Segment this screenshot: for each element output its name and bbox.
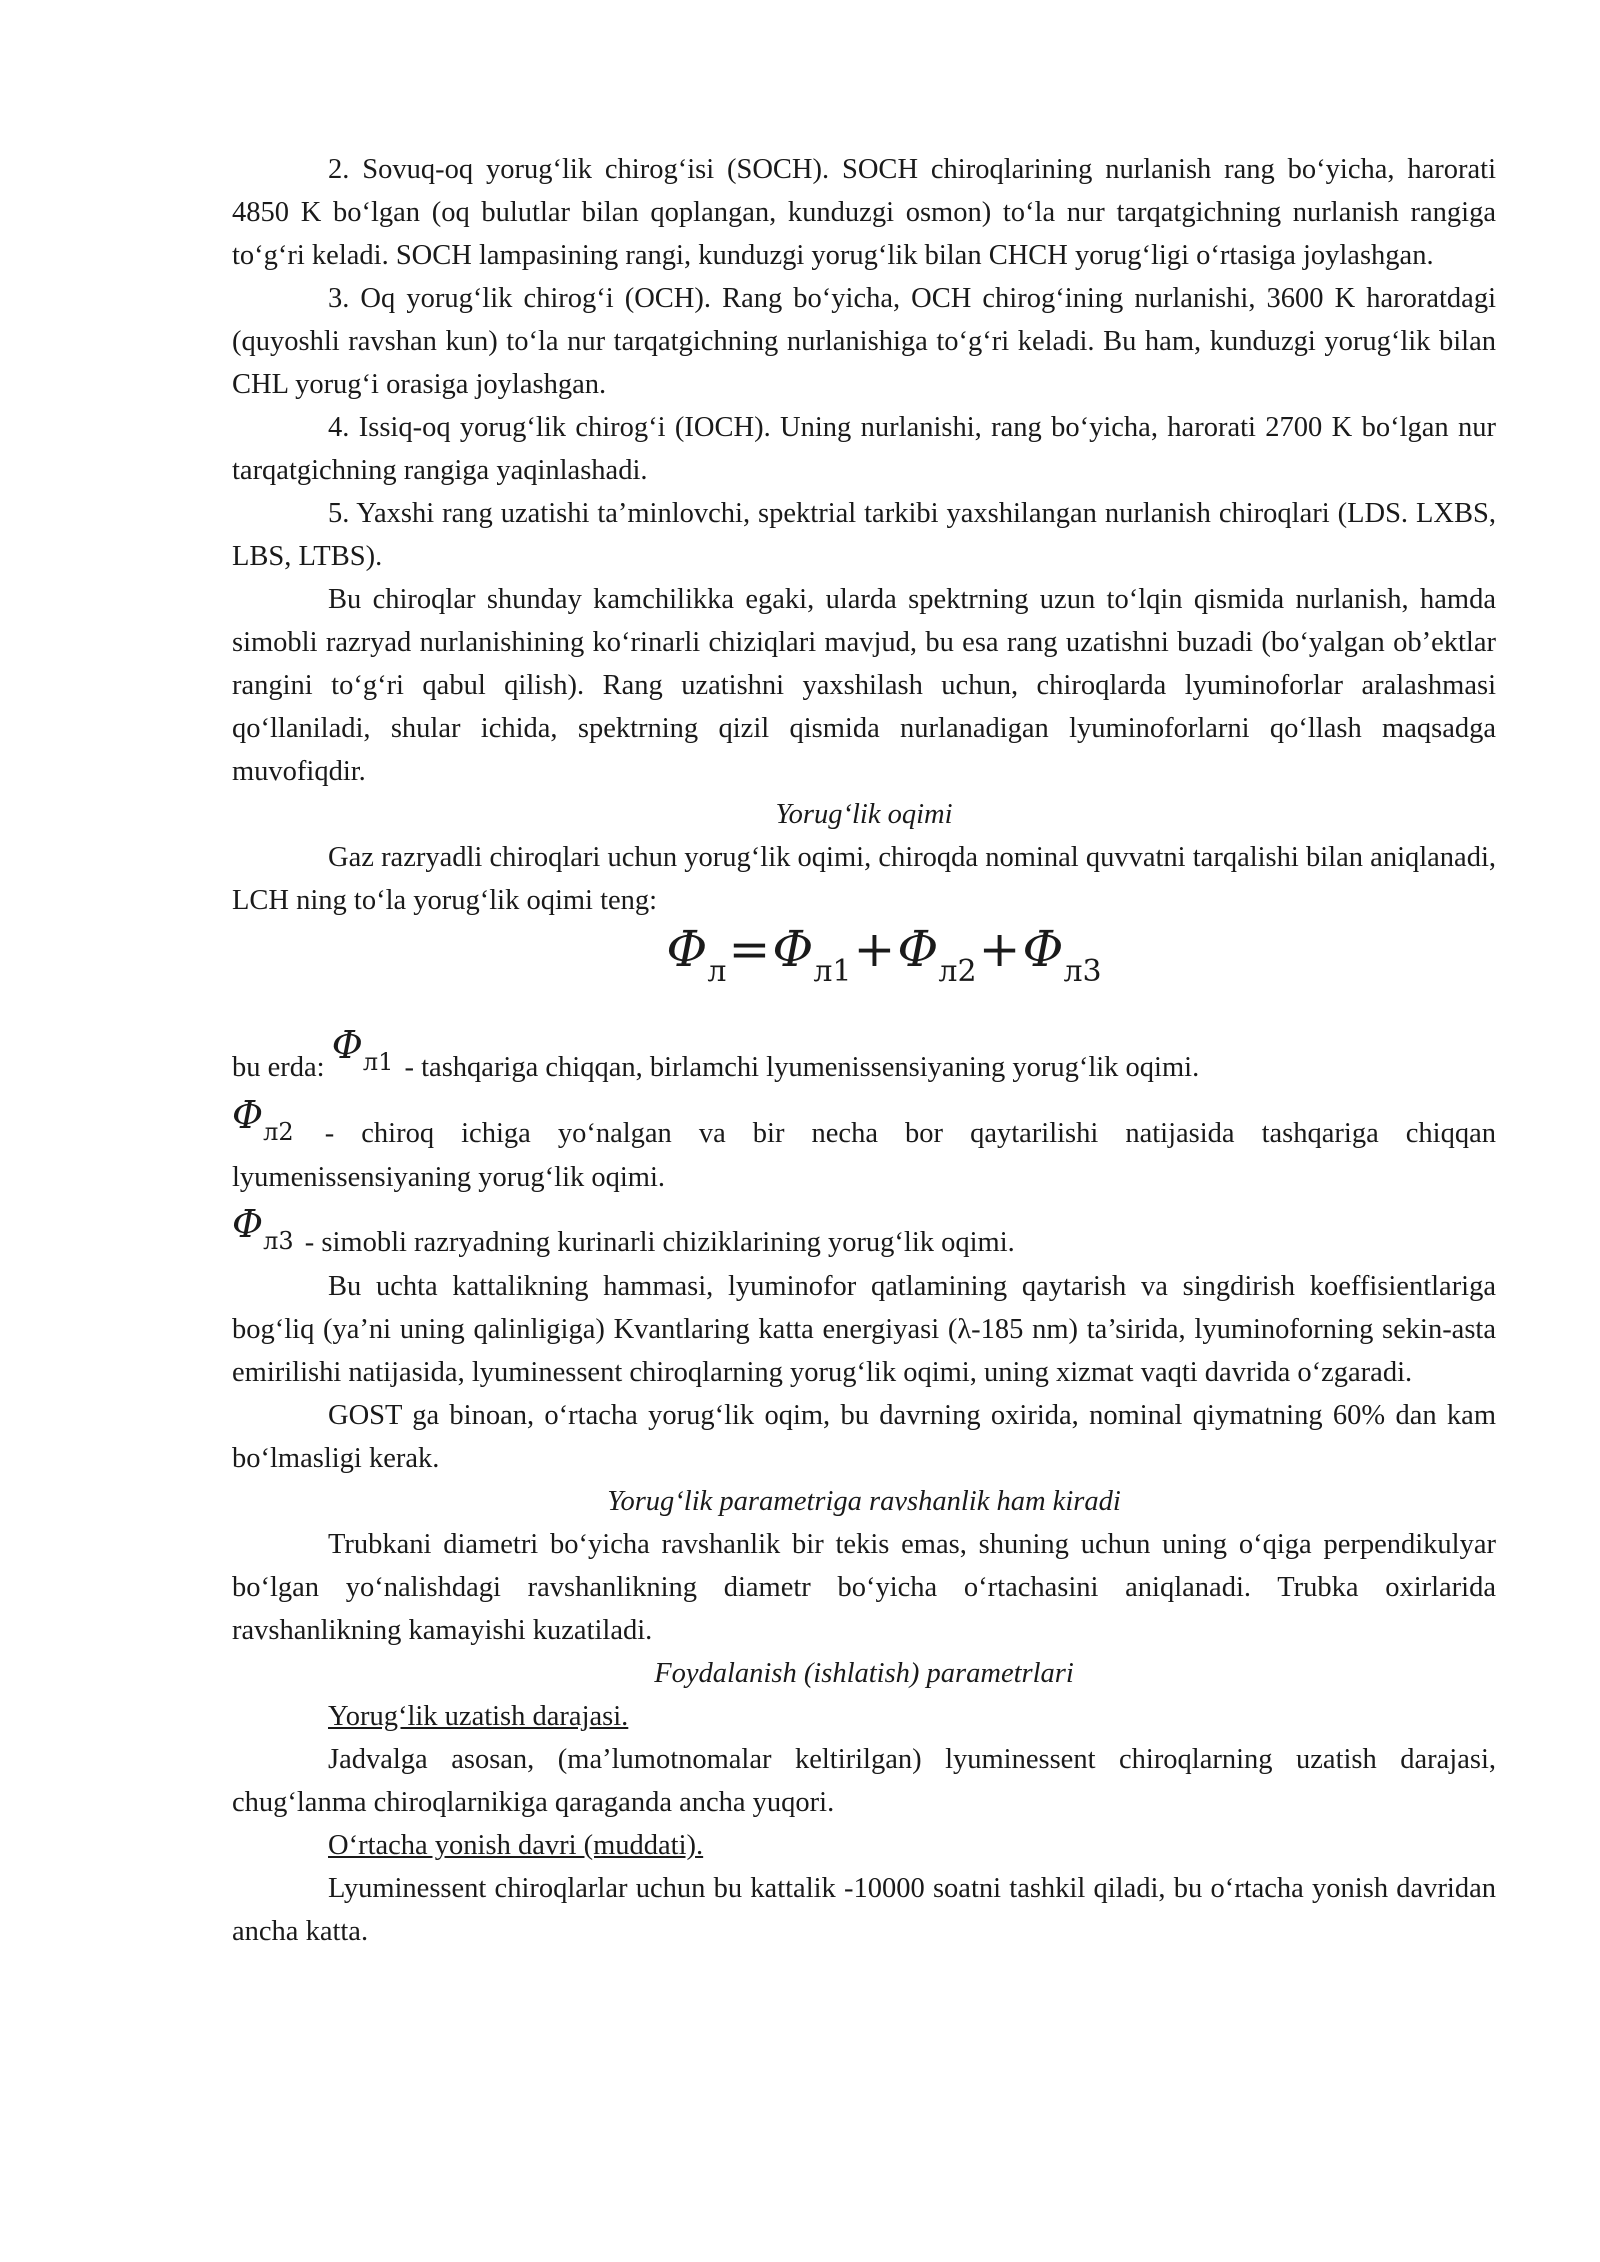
- formula-phi-3: Φ: [1022, 920, 1064, 978]
- paragraph-shortcomings: Bu chiroqlar shunday kamchilikka egaki, ularda spektrning uzun to‘lqin qismida nurlanish, hamda simobli razryad nurlanishining ko‘rinarli chiziqlari mavjud, bu esa rang uzatishni buzadi (bo‘yalgan ob’ektlar rangini to‘g‘ri qabul qilish). Rang uzatishni yaxshilash uchun, chiroqlarda lyuminoforlar aralashmasi qo‘llaniladi, shular ichida, spektrning qizil qismida nurlanadigan lyuminoforlarni qo‘llash maqsadga muvofiqdir.: [232, 584, 1496, 787]
- definition-1-text: - tashqariga chiqqan, birlamchi lyumenissensiyaning yorug‘lik oqimi.: [404, 1052, 1200, 1083]
- paragraph-transmission: Jadvalga asosan, (ma’lumotnomalar keltirilgan) lyuminessent chiroqlarning uzatish darajasi, chug‘lanma chiroqlarnikiga qaraganda ancha yuqori.: [232, 1744, 1496, 1818]
- paragraph-och: 3. Oq yorug‘lik chirog‘i (OCH). Rang bo‘yicha, OCH chirog‘ining nurlanishi, 3600 K haroratdagi (quyoshli ravshan kun) to‘la nur tarqatgichning nurlanishiga to‘g‘ri keladi. Bu ham, kunduzgi yorug‘lik bilan CHL yorug‘i orasiga joylashgan.: [232, 283, 1496, 400]
- paragraph-soch: 2. Sovuq-oq yorug‘lik chirog‘isi (SOCH). SOCH chiroqlarining nurlanish rang bo‘yicha, harorati 4850 K bo‘lgan (oq bulutlar bilan qoplangan, kunduzgi osmon) to‘la nur tarqatgichning nurlanish rangiga to‘g‘ri keladi. SOCH lampasining rangi, kunduzgi yorug‘lik bilan CHCH yorug‘ligi o‘rtasiga joylashgan.: [232, 154, 1496, 271]
- paragraph-lds: 5. Yaxshi rang uzatishi ta’minlovchi, spektrial tarkibi yaxshilangan nurlanish chiroqlari (LDS. LXBS, LBS, LTBS).: [232, 498, 1496, 572]
- formula-phi-1: Φ: [772, 920, 814, 978]
- formula-equals: =: [728, 920, 771, 978]
- formula-plus-2: +: [978, 920, 1021, 978]
- subheading-transmission-level: Yorug‘lik uzatish darajasi.: [328, 1701, 629, 1732]
- symbol-phi-l2: $\Phi_{л2}$: [232, 1093, 294, 1146]
- definition-lead: bu erda:: [232, 1052, 325, 1083]
- subheading-average-lifetime: O‘rtacha yonish davri (muddati).: [328, 1830, 704, 1861]
- paragraph-ioch: 4. Issiq-oq yorug‘lik chirog‘i (IOCH). Uning nurlanishi, rang bo‘yicha, harorati 2700 K bo‘lgan nur tarqatgichning rangiga yaqinlashadi.: [232, 412, 1496, 486]
- formula-phi-2: Φ: [897, 920, 939, 978]
- document-page: [232, 148, 1496, 1953]
- definition-1: [232, 1023, 1496, 1090]
- formula-sub-1: л1: [813, 954, 852, 989]
- formula-plus-1: +: [853, 920, 896, 978]
- formula-sub-3: л3: [1063, 954, 1102, 989]
- paragraph-lifetime: Lyuminessent chiroqlarlar uchun bu kattalik -10000 soatni tashkil qiladi, bu o‘rtacha yonish davridan ancha katta.: [232, 1873, 1496, 1947]
- symbol-phi-l3: $\Phi_{л3}$: [232, 1202, 294, 1255]
- paragraph-gost: GOST ga binoan, o‘rtacha yorug‘lik oqim, bu davrning oxirida, nominal qiymatning 60% dan kam bo‘lmasligi kerak.: [232, 1400, 1496, 1474]
- paragraph-coefficients: Bu uchta kattalikning hammasi, lyuminofor qatlamining qaytarish va singdirish koeffisientlariga bog‘liq (ya’ni uning qalinligiga) Kvantlaring katta energiyasi (λ-185 nm) ta’sirida, lyuminoforning sekin-asta emirilishi natijasida, lyuminessent chiroqlarning yorug‘lik oqimi, uning xizmat vaqti davrida o‘zgaradi.: [232, 1271, 1496, 1388]
- heading-operating-parameters: Foydalanish (ishlatish) parametrlari: [654, 1658, 1074, 1689]
- definition-3: [232, 1202, 1496, 1265]
- heading-luminous-flux: Yorug‘lik oqimi: [775, 799, 953, 830]
- formula-sub: л: [707, 954, 727, 989]
- formula-sub-2: л2: [938, 954, 977, 989]
- definition-2: [232, 1093, 1496, 1199]
- definition-3-text: - simobli razryadning kurinarli chiziklarining yorug‘lik oqimi.: [304, 1227, 1015, 1258]
- symbol-phi-l1: $\Phi_{л1}$: [331, 1023, 394, 1076]
- paragraph-tube-brightness: Trubkani diametri bo‘yicha ravshanlik bir tekis emas, shuning uchun uning o‘qiga perpendikulyar bo‘lgan yo‘nalishdagi ravshanlikning diametr bo‘yicha o‘rtachasini aniqlanadi. Trubka oxirlarida ravshanlikning kamayishi kuzatiladi.: [232, 1529, 1496, 1646]
- paragraph-gas-discharge: Gaz razryadli chiroqlari uchun yorug‘lik oqimi, chiroqda nominal quvvatni tarqalishi bilan aniqlanadi, LCH ning to‘la yorug‘lik oqimi teng:: [232, 842, 1496, 916]
- heading-brightness: Yorug‘lik parametriga ravshanlik ham kiradi: [607, 1486, 1121, 1517]
- flux-formula: [232, 922, 1496, 1038]
- formula-phi: Φ: [666, 920, 708, 978]
- definition-2-text: - chiroq ichiga yo‘nalgan va bir necha bor qaytarilishi natijasida tashqariga chiqqan lyumenissensiyaning yorug‘lik oqimi.: [232, 1118, 1496, 1193]
